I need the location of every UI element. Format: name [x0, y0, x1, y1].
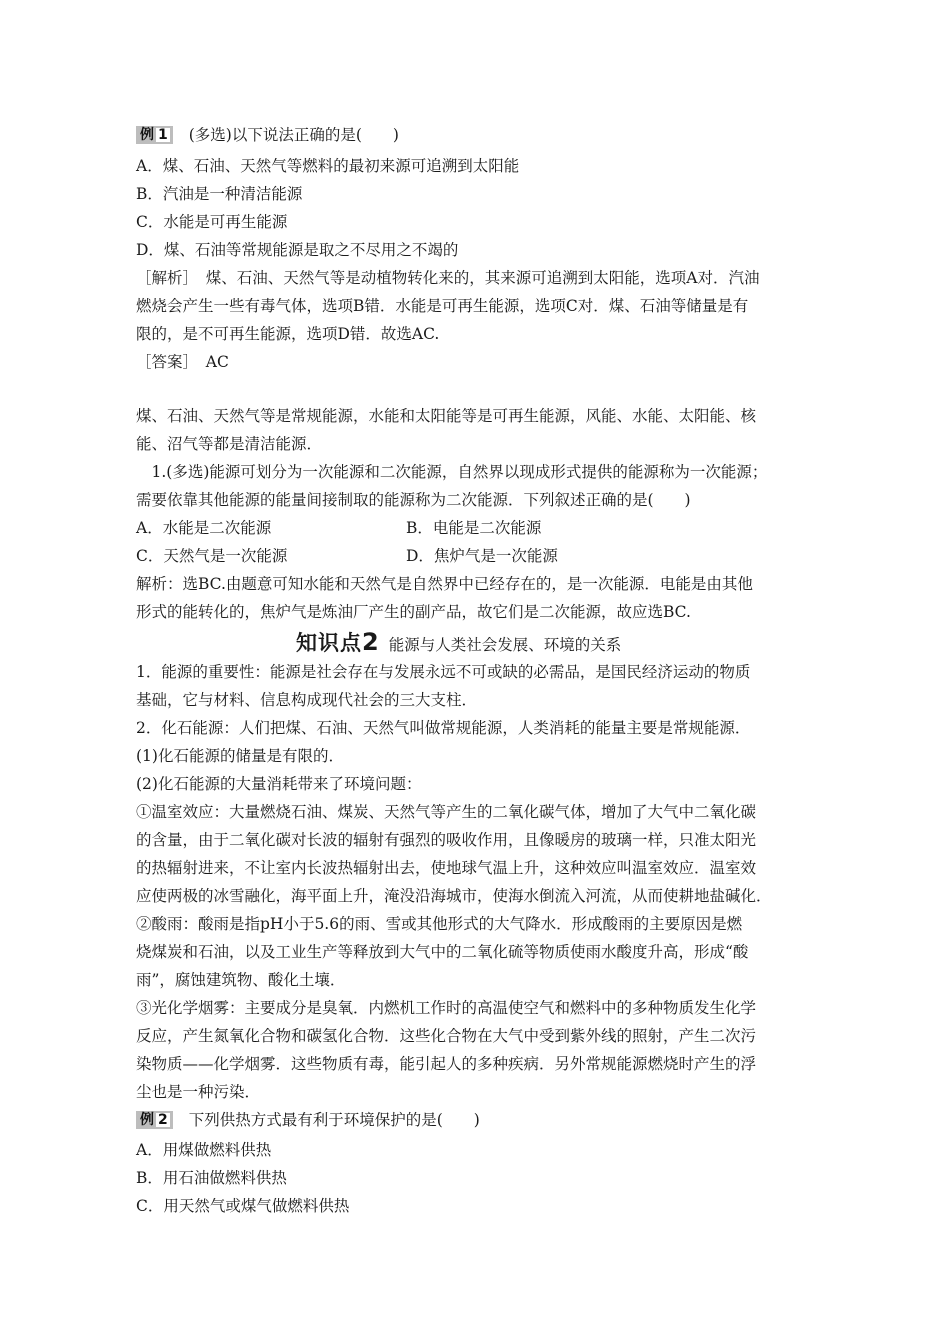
body-line: (2)化石能源的大量消耗带来了环境问题：	[136, 775, 422, 793]
analysis-line: ［解析］ 煤、石油、天然气等是动植物转化来的，其来源可追溯到太阳能，选项A对．汽油	[136, 269, 760, 287]
example-2-question: 例 2 下列供热方式最有利于环境保护的是( )	[136, 1110, 480, 1130]
option-b: B．电能是二次能源	[406, 519, 542, 537]
option-a: A．煤、石油、天然气等燃料的最初来源可追溯到太阳能	[136, 157, 520, 175]
example-badge: 例 2	[136, 1111, 173, 1129]
body-line: (1)化石能源的储量是有限的．	[136, 747, 344, 765]
exercise-options-row	[136, 546, 558, 566]
option-b: B．汽油是一种清洁能源	[136, 185, 303, 203]
body-line: 染物质——化学烟雾．这些物质有毒，能引起人的多种疾病．另外常规能源燃烧时产生的浮	[136, 1055, 757, 1073]
body-line: ②酸雨：酸雨是指pH小于5.6的雨、雪或其他形式的大气降水．形成酸雨的主要原因是燃	[136, 915, 743, 933]
body-line: 2．化石能源：人们把煤、石油、天然气叫做常规能源，人类消耗的能量主要是常规能源．	[136, 719, 751, 737]
body-line: 1．能源的重要性：能源是社会存在与发展永远不可或缺的必需品，是国民经济运动的物质	[136, 663, 751, 681]
knowledge-point-number: 2	[362, 628, 379, 656]
analysis-line: 限的，是不可再生能源，选项D错．故选AC.	[136, 325, 440, 343]
analysis-line: 燃烧会产生一些有毒气体，选项B错．水能是可再生能源，选项C对．煤、石油等储量是有	[136, 297, 749, 315]
body-line: 的热辐射进来，不让室内长波热辐射出去，使地球气温上升，这种效应叫温室效应．温室效	[136, 859, 757, 877]
summary-line: 能、沼气等都是清洁能源．	[136, 435, 323, 453]
option-d: D．焦炉气是一次能源	[406, 547, 558, 565]
option-a: A．水能是二次能源	[136, 519, 272, 537]
example-1-question: 例 1 (多选)以下说法正确的是( )	[136, 125, 399, 145]
option-d: D．煤、石油等常规能源是取之不尽用之不竭的	[136, 241, 459, 259]
body-line: 烧煤炭和石油，以及工业生产等释放到大气中的二氧化硫等物质使雨水酸度升高，形成“酸	[136, 943, 749, 961]
solution-line: 解析：选BC.由题意可知水能和天然气是自然界中已经存在的，是一次能源．电能是由其他	[136, 575, 753, 593]
knowledge-point-subtitle: 能源与人类社会发展、环境的关系	[388, 636, 622, 654]
body-line: ③光化学烟雾：主要成分是臭氧．内燃机工作时的高温使空气和燃料中的多种物质发生化学	[136, 999, 757, 1017]
body-line: 尘也是一种污染．	[136, 1083, 261, 1101]
body-line: ①温室效应：大量燃烧石油、煤炭、天然气等产生的二氧化碳气体，增加了大气中二氧化碳	[136, 803, 757, 821]
example-badge: 例 1	[136, 126, 173, 144]
body-line: 反应，产生氮氧化合物和碳氢化合物．这些化合物在大气中受到紫外线的照射，产生二次污	[136, 1027, 757, 1045]
exercise-stem: 1.(多选)能源可划分为一次能源和二次能源，自然界以现成形式提供的能源称为一次能源；	[136, 463, 768, 481]
exercise-stem: 需要依靠其他能源的能量间接制取的能源称为二次能源．下列叙述正确的是( )	[136, 491, 691, 509]
knowledge-point-heading	[296, 628, 621, 659]
body-line: 的含量，由于二氧化碳对长波的辐射有强烈的吸收作用，且像暖房的玻璃一样，只准太阳光	[136, 831, 757, 849]
option-b: B．用石油做燃料供热	[136, 1169, 287, 1187]
answer: ［答案］ AC	[136, 353, 229, 371]
summary-line: 煤、石油、天然气等是常规能源，水能和太阳能等是可再生能源，风能、水能、太阳能、核	[136, 407, 757, 425]
body-line: 基础，它与材料、信息构成现代社会的三大支柱．	[136, 691, 478, 709]
body-line: 应使两极的冰雪融化，海平面上升，淹没沿海城市，使海水倒流入河流，从而使耕地盐碱化．	[136, 887, 772, 905]
knowledge-point-title: 知识点	[296, 631, 362, 655]
option-c: C．水能是可再生能源	[136, 213, 288, 231]
option-c: C．天然气是一次能源	[136, 547, 288, 565]
body-line: 雨”，腐蚀建筑物、酸化土壤．	[136, 971, 346, 989]
solution-line: 形式的能转化的，焦炉气是炼油厂产生的副产品，故它们是二次能源，故应选BC.	[136, 603, 691, 621]
option-a: A．用煤做燃料供热	[136, 1141, 272, 1159]
exercise-options-row	[136, 518, 542, 538]
option-c: C．用天然气或煤气做燃料供热	[136, 1197, 350, 1215]
